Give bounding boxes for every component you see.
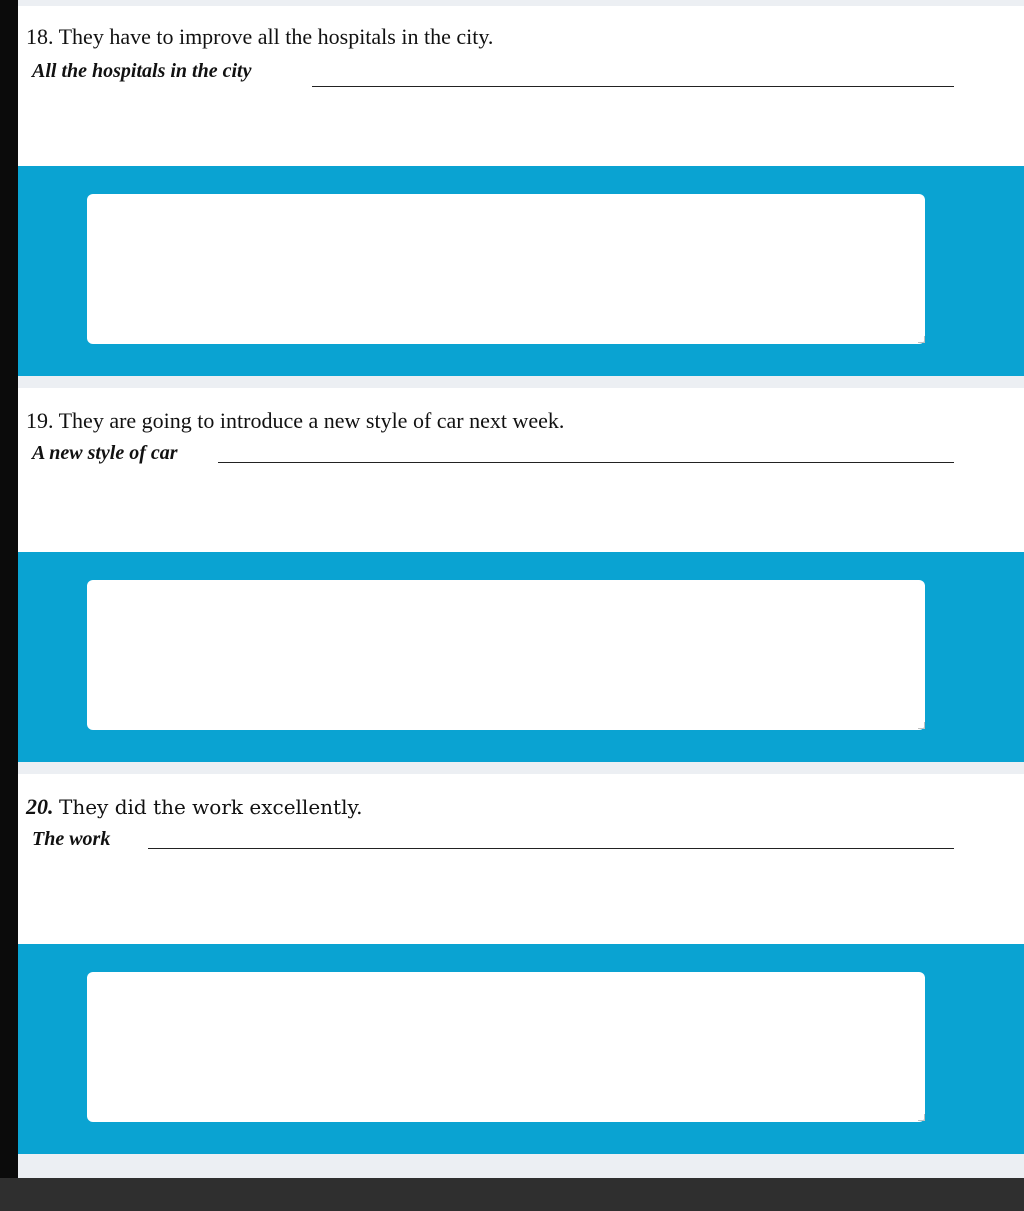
resize-grip-icon[interactable] (918, 722, 925, 729)
question-20-prompt: The work (32, 828, 111, 850)
question-18-prompt: All the hospitals in the city (32, 60, 252, 82)
bottom-bar (0, 1178, 1024, 1211)
question-18-blank-line (312, 86, 954, 87)
question-18-panel (18, 6, 1024, 166)
question-18-text (26, 24, 493, 50)
question-20-blank-line (148, 848, 954, 849)
question-number: 19. (26, 408, 54, 433)
question-19-panel (18, 388, 1024, 552)
question-19-answer-input[interactable] (87, 580, 925, 730)
question-number: 18. (26, 24, 54, 49)
question-sentence: They are going to introduce a new style of car next week. (58, 408, 565, 433)
question-19-text (26, 408, 564, 434)
question-18-answer-input[interactable] (87, 194, 925, 344)
left-edge-bar (0, 0, 18, 1211)
question-number: 20. (26, 794, 54, 819)
question-20-answer-band (18, 944, 1024, 1154)
question-19-prompt: A new style of car (32, 442, 178, 464)
resize-grip-icon[interactable] (918, 1114, 925, 1121)
question-19-answer-band (18, 552, 1024, 762)
question-20-text (26, 794, 362, 820)
question-18-answer-band (18, 166, 1024, 376)
resize-grip-icon[interactable] (918, 336, 925, 343)
question-19-blank-line (218, 462, 954, 463)
question-sentence: They did the work excellently. (59, 795, 363, 819)
question-sentence: They have to improve all the hospitals in the city. (58, 24, 494, 49)
question-20-panel (18, 774, 1024, 944)
question-20-answer-input[interactable] (87, 972, 925, 1122)
